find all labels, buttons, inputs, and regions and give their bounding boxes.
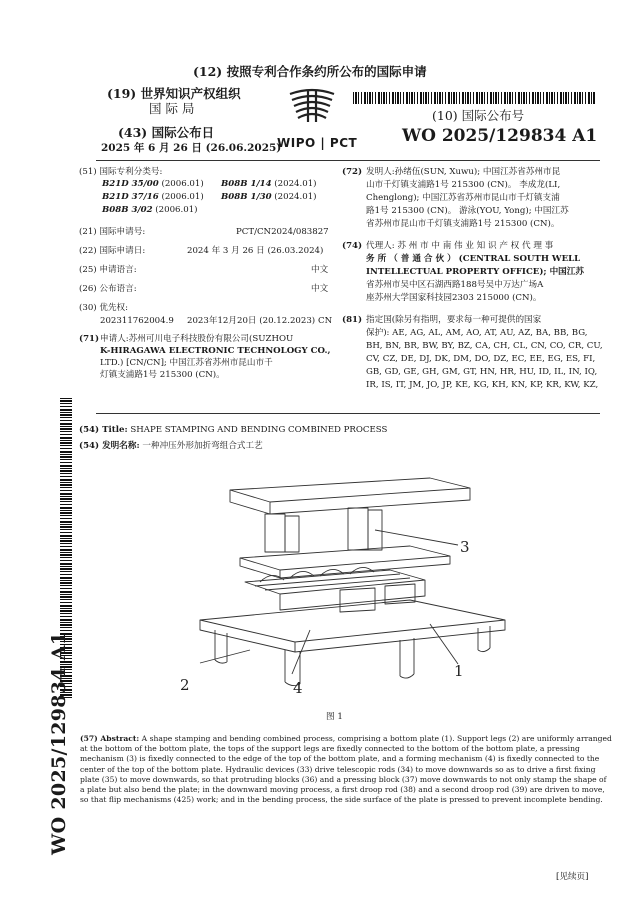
- filing-lang-value: 中文: [311, 265, 329, 275]
- appdate-label: (22) 国际申请日:: [79, 246, 146, 256]
- title-en: [79, 425, 387, 436]
- priority-label: (30) 优先权:: [79, 303, 129, 313]
- title-zh: [79, 441, 263, 452]
- applicant-num: (71): [79, 334, 100, 344]
- designated-line: CV, CZ, DE, DJ, DK, DM, DO, DZ, EC, EE, EG, ES, FI,: [366, 354, 596, 364]
- abstract-line: at the bottom of the bottom plate, the tops of the support legs are fixedly connected to the bottom of the bottom plate, a pressing: [80, 744, 580, 754]
- title-zh-label: (54) 发明名称:: [79, 441, 140, 451]
- priority-country: CN: [318, 316, 333, 326]
- wipo-logo: [280, 86, 344, 138]
- abstract-line: plate (35) to move downwards, so that protruding blocks (36) and a pressing block (37) move downwards to not only stamp the shape of: [80, 774, 607, 784]
- pubdate-value: 2025 年 6 月 26 日 (26.06.2025): [101, 142, 282, 154]
- priority-date: 2023年12月20日 (20.12.2023): [187, 316, 316, 326]
- abstract-label: (57) Abstract:: [80, 734, 140, 743]
- org-name: (19) 世界知识产权组织: [107, 86, 241, 101]
- pubdate-label: (43) 国际公布日: [118, 125, 215, 140]
- appno-value: PCT/CN2024/083827: [236, 227, 329, 237]
- pubno-value: WO 2025/129834 A1: [402, 126, 598, 146]
- title-en-value: SHAPE STAMPING AND BENDING COMBINED PROCESS: [130, 425, 388, 435]
- appno-label: (21) 国际申请号:: [79, 227, 146, 237]
- designated-num: (81): [342, 315, 363, 325]
- abstract: [80, 734, 612, 805]
- designated-line: IR, IS, IT, JM, JO, JP, KE, KG, KH, KN, KP, KR, KW, KZ,: [366, 380, 599, 390]
- org-bureau: 国 际 局: [149, 101, 195, 116]
- inventor-line: 路1号 215300 (CN)。 游泳(YOU, Yong); 中国江苏: [366, 206, 569, 216]
- abstract-line: a plate but also bend the plate; in the downward moving process, a first droop rod (38) and a second droop rod (39) are driven to move,: [80, 785, 605, 795]
- title-divider: [96, 413, 600, 414]
- inventor-num: (72): [342, 167, 363, 177]
- agent-line: 省苏州市吴中区石湖西路188号吴中万达广场A: [366, 280, 544, 290]
- applicant-line: 申请人:苏州可川电子科技股份有限公司(SUZHOU: [100, 334, 294, 344]
- abstract-line: A shape stamping and bending combined process, comprising a bottom plate (1). Support legs (2) are uniformly arranged: [141, 734, 612, 743]
- agent-line: 务 所 （ 普 通 合 伙 ） (CENTRAL SOUTH WELL: [366, 254, 581, 264]
- figure-label-3: 3: [460, 538, 470, 556]
- class-code: B21D 37/16: [102, 192, 159, 202]
- class-code: B08B 3/02: [102, 205, 153, 215]
- classification-label: (51) 国际专利分类号:: [79, 167, 163, 177]
- class-code: B21D 35/00: [102, 179, 159, 189]
- pubno-label: (10) 国际公布号: [432, 108, 525, 123]
- class-code: B08B 1/30: [221, 192, 272, 202]
- appdate-value: 2024 年 3 月 26 日 (26.03.2024): [187, 246, 324, 256]
- agent-num: (74): [342, 241, 363, 251]
- designated-line: 保护): AE, AG, AL, AM, AO, AT, AU, AZ, BA, BB, BG,: [366, 328, 588, 338]
- designated-line: GB, GD, GE, GH, GM, GT, HN, HR, HU, ID, IL, IN, IQ,: [366, 367, 598, 377]
- pub-lang-label: (26) 公布语言:: [79, 284, 137, 294]
- inventor-line: 发明人:孙绪伍(SUN, Xuwu); 中国江苏省苏州市昆: [366, 167, 561, 177]
- applicant-line: LTD.) [CN/CN]; 中国江苏省苏州市昆山市千: [100, 358, 273, 368]
- designated-line: 指定国(除另有指明，要求每一种可提供的国家: [366, 315, 542, 325]
- agent-line: INTELLECTUAL PROPERTY OFFICE); 中国江苏: [366, 267, 584, 277]
- barcode-top: [353, 92, 595, 104]
- abstract-line: so that flip mechanisms (425) work; and in the bending process, the side surface of the plate is pressed to prevent incomplete bending.: [80, 795, 603, 805]
- filing-lang-label: (25) 申请语言:: [79, 265, 137, 275]
- applicant-line: 灯镇支浦路1号 215300 (CN)。: [100, 370, 225, 380]
- inventor-line: 省苏州市昆山市千灯镇支浦路1号 215300 (CN)。: [366, 219, 560, 229]
- class-code: B08B 1/14: [221, 179, 272, 189]
- applicant-line: K-HIRAGAWA ELECTRONIC TECHNOLOGY CO.,: [100, 346, 331, 356]
- vertical-pubno: WO 2025/129834 A1: [48, 631, 70, 855]
- figure-label-4: 4: [293, 679, 303, 697]
- title-zh-value: 一种冲压外形加折弯组合式工艺: [142, 441, 263, 451]
- inventor-line: Chenglong); 中国江苏省苏州市昆山市千灯镇支浦: [366, 193, 560, 203]
- inventor-line: 山市千灯镇支浦路1号 215300 (CN)。 李成龙(LI,: [366, 180, 561, 190]
- class-date: (2006.01): [161, 192, 204, 202]
- document-title: (12) 按照专利合作条约所公布的国际申请: [193, 64, 427, 79]
- figure-label-2: 2: [180, 676, 190, 694]
- continued-marker: [见续页]: [556, 872, 589, 882]
- abstract-line: center of the top of the bottom plate. Hydraulic devices (33) drive telescopic rods (34) to move downwards so as to drive a first fixing: [80, 764, 596, 774]
- class-date: (2006.01): [161, 179, 204, 189]
- class-date: (2024.01): [274, 192, 317, 202]
- pub-lang-value: 中文: [311, 284, 329, 294]
- class-date: (2006.01): [155, 205, 198, 215]
- priority-number: 202311762004.9: [100, 316, 174, 326]
- header-divider: [96, 160, 600, 161]
- figure-label-1: 1: [454, 662, 464, 680]
- agent-line: 座苏州大学国家科技园2303 215000 (CN)。: [366, 293, 542, 303]
- agent-line: 代理人: 苏 州 市 中 南 伟 业 知 识 产 权 代 理 事: [366, 241, 554, 251]
- designated-line: BH, BN, BR, BW, BY, BZ, CA, CH, CL, CN, CO, CR, CU,: [366, 341, 603, 351]
- wipo-pct-text: WIPO | PCT: [277, 136, 358, 150]
- title-en-label: (54) Title:: [79, 425, 128, 435]
- patent-drawing: [160, 470, 540, 710]
- class-date: (2024.01): [274, 179, 317, 189]
- figure-caption: 图 1: [326, 712, 343, 722]
- abstract-line: mechanism (3) is fixedly connected to the edge of the top of the bottom plate, and a forming mechanism (4) is fixedly connected to the: [80, 754, 600, 764]
